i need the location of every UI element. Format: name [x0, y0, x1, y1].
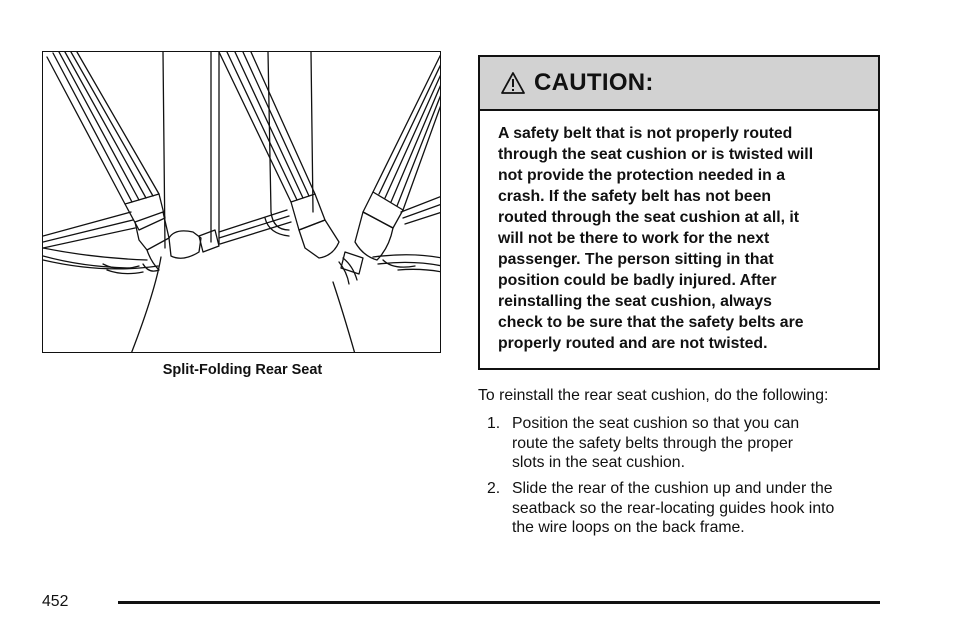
seat-illustration — [42, 51, 441, 353]
caution-line: properly routed and are not twisted. — [498, 335, 768, 352]
step-line: slots in the seat cushion. — [512, 454, 685, 471]
caution-line: will not be there to work for the next — [498, 230, 770, 247]
caution-line: check to be sure that the safety belts are — [498, 314, 804, 331]
caution-line: not provide the protection needed in a — [498, 167, 785, 184]
step-line: seatback so the rear-locating guides hook into — [512, 499, 835, 517]
caution-line: crash. If the safety belt has not been — [498, 188, 772, 205]
footer-rule — [118, 601, 880, 604]
instructions-intro: To reinstall the rear seat cushion, do the following: — [478, 387, 829, 404]
caution-line: routed through the seat cushion at all, it — [498, 209, 800, 226]
step-number: 2. — [487, 480, 501, 497]
caution-header — [480, 57, 878, 111]
step-text — [512, 414, 799, 473]
step-text — [512, 479, 834, 538]
step-line: Position the seat cushion so that you can — [512, 415, 800, 432]
step-line: the wire loops on the back frame. — [512, 519, 745, 536]
page-number: 452 — [42, 593, 69, 610]
caution-line: through the seat cushion or is twisted will — [498, 146, 814, 163]
caution-line: reinstalling the seat cushion, always — [498, 293, 772, 310]
caution-title: CAUTION: — [534, 69, 654, 96]
caution-line: passenger. The person sitting in that — [498, 251, 774, 268]
warning-triangle-icon — [500, 71, 526, 95]
figure-caption: Split-Folding Rear Seat — [162, 362, 323, 378]
step-number: 1. — [487, 415, 501, 432]
step-line: Slide the rear of the cushion up and under the — [512, 480, 833, 497]
step-line: route the safety belts through the proper — [512, 434, 794, 452]
caution-line: A safety belt that is not properly routed — [498, 125, 793, 142]
caution-text — [480, 111, 878, 354]
caution-box — [478, 55, 880, 370]
caution-line: position could be badly injured. After — [498, 272, 777, 289]
